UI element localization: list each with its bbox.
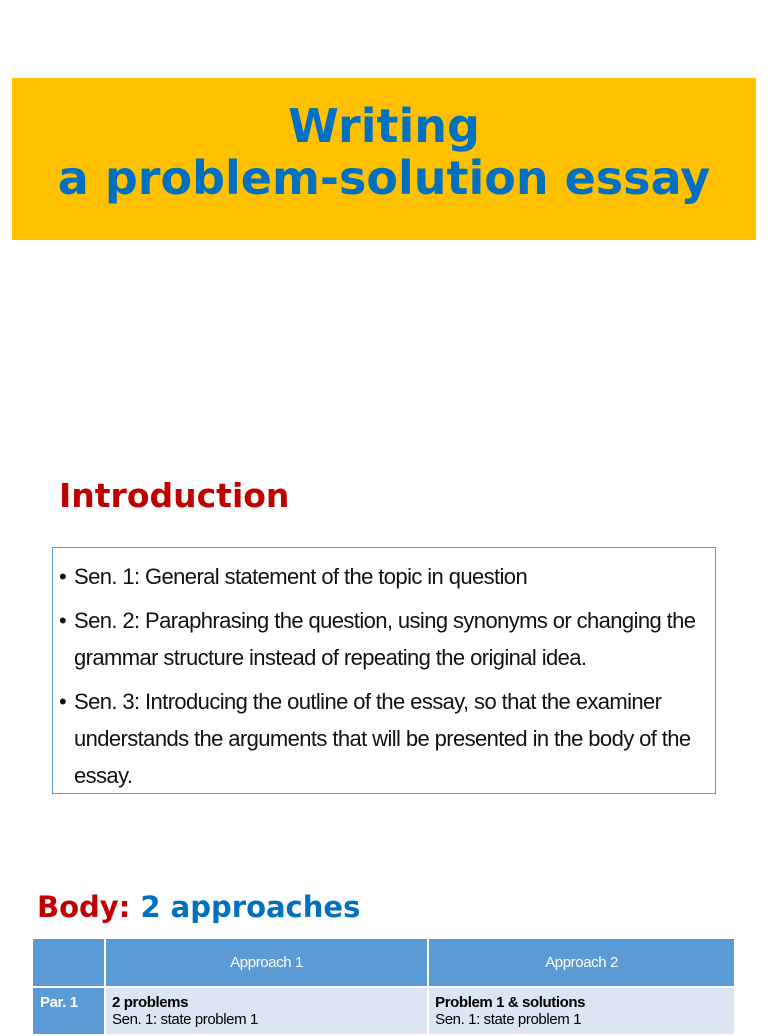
- cell-line: Sen. 1: state problem 1: [435, 1011, 582, 1028]
- cell-title: Problem 1 & solutions: [435, 994, 586, 1011]
- approaches-table: [31, 937, 736, 1036]
- bullet-icon: •: [59, 608, 67, 633]
- title-banner: [12, 78, 756, 240]
- table-row: [32, 987, 735, 1035]
- bullet-icon: •: [59, 564, 67, 589]
- table-header-row: [32, 938, 735, 987]
- table-header-approach-2: Approach 2: [428, 938, 735, 987]
- body-heading-sub: 2 approaches: [140, 890, 361, 924]
- title-line-1: Writing: [288, 99, 480, 153]
- intro-item-1-text: Sen. 1: General statement of the topic in question: [74, 564, 528, 589]
- title-line-2: a problem-solution essay: [57, 151, 711, 205]
- body-heading-label: Body:: [37, 890, 131, 924]
- bullet-icon: •: [59, 689, 67, 714]
- intro-item-1: [59, 558, 707, 595]
- intro-item-3-text: Sen. 3: Introducing the outline of the essay, so that the examiner understands the arguments that will be presented in the body of the essay.: [74, 689, 691, 788]
- body-heading: [37, 886, 360, 928]
- intro-item-2: [59, 602, 707, 676]
- intro-item-2-text: Sen. 2: Paraphrasing the question, using synonyms or changing the grammar structure instead of repeating the original idea.: [74, 608, 696, 670]
- intro-item-3: [59, 683, 707, 794]
- table-header-blank: [32, 938, 105, 987]
- cell-title: 2 problems: [112, 994, 189, 1011]
- cell-line: Sen. 1: state problem 1: [112, 1011, 258, 1028]
- table-row-label: Par. 1: [32, 987, 105, 1035]
- table-header-approach-1: Approach 1: [105, 938, 428, 987]
- introduction-box: [52, 547, 716, 794]
- table-cell-approach-2: [428, 987, 735, 1035]
- introduction-heading: Introduction: [59, 476, 290, 515]
- table-cell-approach-1: [105, 987, 428, 1035]
